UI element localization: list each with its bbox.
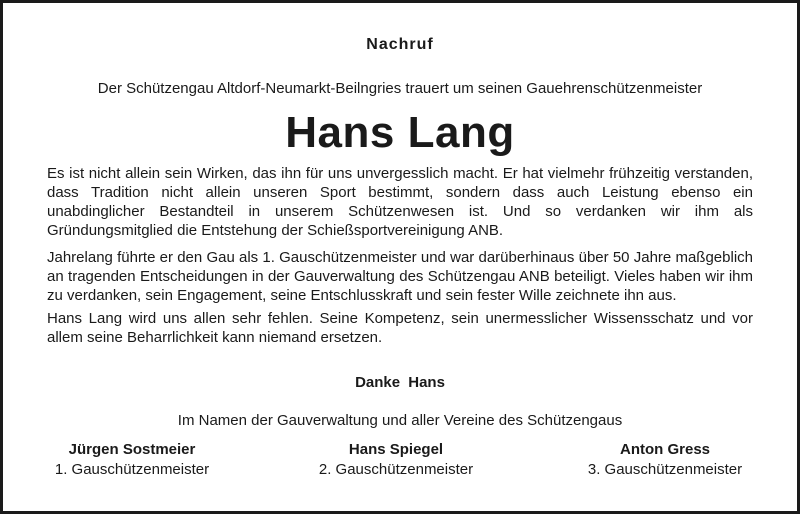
notice-heading: Nachruf: [366, 36, 434, 53]
signer-name: Anton Gress: [619, 441, 710, 458]
paragraph-3: Hans Lang wird uns allen sehr fehlen. Seine Kompetenz, sein unermesslicher Wissensschatz und vor allem seine Beharrlichkeit kann niemand ersetzen.: [47, 310, 753, 346]
signer-1: [12, 440, 252, 480]
signer-title: 1. Gauschützenmeister: [54, 461, 210, 478]
signer-name: Hans Spiegel: [348, 441, 444, 458]
signer-3: [545, 440, 785, 480]
paragraph-1: Es ist nicht allein sein Wirken, das ihn für uns unvergesslich macht. Er hat vielmehr frühzeitig verstanden, dass Tradition nicht allein unseren Sport bestimmt, sondern dass auch Leistung ebenso ein unabdinglicher Bestandteil in unserem Schützenwesen ist. Und so verdanken wir ihm als Gründungsmitglied die Entstehung der Schießsportvereinigung ANB.: [47, 165, 753, 239]
paragraph-2: Jahrelang führte er den Gau als 1. Gauschützenmeister und war darüberhinaus über 50 Jahre maßgeblich an tragenden Entscheidungen in der Gauverwaltung des Schützengau ANB beteiligt. Vieles haben wir ihm zu verdanken, sein Engagement, seine Entschlusskraft und sein fester Wille zeichnete ihn aus.: [47, 249, 753, 304]
signer-title: 2. Gauschützenmeister: [318, 461, 474, 478]
signer-title: 3. Gauschützenmeister: [587, 461, 743, 478]
signer-2: [276, 440, 516, 480]
thanks-line: Danke Hans: [355, 374, 445, 391]
intro-line: Der Schützengau Altdorf-Neumarkt-Beilngries trauert um seinen Gauehrenschützenmeister: [97, 80, 703, 97]
deceased-name: Hans Lang: [285, 108, 515, 157]
closing-line: Im Namen der Gauverwaltung und aller Vereine des Schützengaus: [177, 412, 623, 429]
signer-name: Jürgen Sostmeier: [68, 441, 196, 458]
